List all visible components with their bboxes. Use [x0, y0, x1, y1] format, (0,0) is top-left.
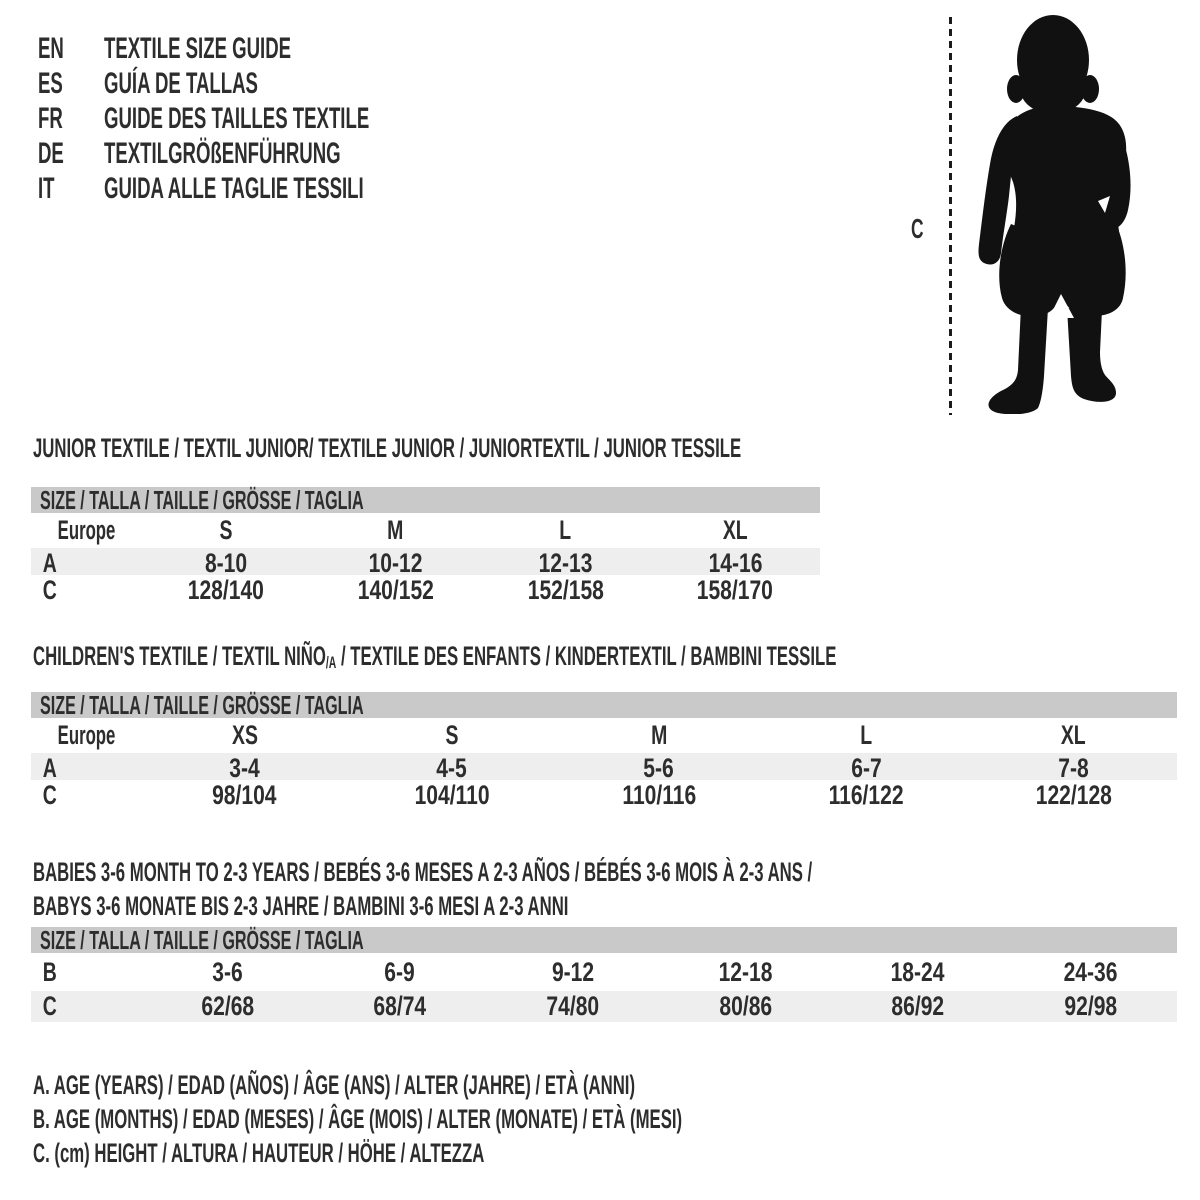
title-subscript: /A — [325, 653, 337, 672]
lang-row-en — [38, 31, 532, 66]
row-label-cell: C — [42, 991, 57, 1021]
language-title-list — [38, 31, 532, 206]
lang-code: FR — [38, 101, 63, 135]
legend-line-a: A. AGE (YEARS) / EDAD (AÑOS) / ÂGE (ANS) / ALTER (JAHRE) / ETÀ (ANNI) — [33, 1070, 636, 1100]
value-cell: 122/128 — [1035, 780, 1112, 810]
size-header-bar: SIZE / TALLA / TAILLE / GRÖSSE / TAGLIA — [31, 692, 1177, 718]
row-label-cell: A — [42, 753, 57, 783]
value-cell: 104/110 — [414, 780, 490, 810]
size-cell: XL — [1060, 720, 1086, 750]
size-header-bar: SIZE / TALLA / TAILLE / GRÖSSE / TAGLIA — [31, 927, 1177, 953]
value-cell: 9-12 — [551, 956, 594, 987]
value-cell: 4-5 — [436, 753, 468, 783]
size-cell: S — [445, 720, 459, 750]
value-cell: 7-8 — [1058, 753, 1089, 783]
size-cell: XL — [722, 515, 748, 545]
value-cell: 110/116 — [622, 780, 696, 810]
table-row-height — [31, 991, 1177, 1022]
value-cell: 6-9 — [384, 956, 416, 987]
value-cell: 12-18 — [718, 956, 773, 987]
value-cell: 68/74 — [373, 991, 427, 1021]
lang-row-it — [38, 171, 532, 206]
row-label-cell: A — [42, 548, 57, 578]
lang-row-es — [38, 66, 532, 101]
value-cell: 140/152 — [357, 575, 434, 605]
value-cell: 80/86 — [718, 991, 772, 1021]
toddler-silhouette-icon — [963, 12, 1141, 414]
region-label-cell: Europe — [57, 515, 116, 545]
children-section-title: CHILDREN'S TEXTILE / TEXTIL NIÑO/A / TEXTILE DES ENFANTS / KINDERTEXTIL / BAMBINI TESSILE — [33, 641, 837, 672]
table-row-age — [31, 548, 820, 578]
row-label-cell: C — [42, 780, 57, 810]
value-cell: 24-36 — [1063, 956, 1118, 987]
region-label-cell: Europe — [57, 720, 116, 750]
lang-code: EN — [38, 31, 64, 65]
table-row-sizes — [31, 718, 1177, 753]
junior-size-table — [31, 487, 820, 606]
table-row-sizes — [31, 513, 820, 548]
legend-line-c: C. (cm) HEIGHT / ALTURA / HAUTEUR / HÖHE / ALTEZZA — [33, 1138, 485, 1168]
row-label-cell: C — [42, 575, 57, 605]
lang-title: TEXTILE SIZE GUIDE — [104, 31, 292, 65]
value-cell: 74/80 — [546, 991, 600, 1021]
table-row-height — [31, 780, 1177, 811]
lang-code: ES — [38, 66, 63, 100]
babies-size-table — [31, 927, 1177, 1022]
value-cell: 5-6 — [643, 753, 675, 783]
value-cell: 8-10 — [204, 548, 247, 578]
size-cell: S — [219, 515, 233, 545]
value-cell: 158/170 — [697, 575, 774, 605]
value-cell: 152/158 — [527, 575, 604, 605]
table-row-months — [31, 953, 1177, 991]
value-cell: 116/122 — [828, 780, 904, 810]
value-cell: 98/104 — [212, 780, 277, 810]
lang-code: IT — [38, 171, 55, 205]
size-cell: M — [650, 720, 668, 750]
value-cell: 3-6 — [212, 956, 243, 987]
size-cell: XS — [231, 720, 258, 750]
legend — [33, 1068, 1080, 1170]
value-cell: 18-24 — [891, 956, 945, 987]
value-cell: 128/140 — [187, 575, 264, 605]
row-label-cell: B — [42, 956, 57, 987]
value-cell: 3-4 — [229, 753, 260, 783]
lang-title: GUÍA DE TALLAS — [104, 66, 258, 100]
lang-title: GUIDE DES TAILLES TEXTILE — [104, 101, 370, 135]
value-cell: 14-16 — [708, 548, 763, 578]
value-cell: 6-7 — [850, 753, 882, 783]
height-measure-line — [949, 17, 952, 415]
table-row-age — [31, 753, 1177, 783]
size-cell: M — [387, 515, 404, 545]
junior-section-title: JUNIOR TEXTILE / TEXTIL JUNIOR/ TEXTILE JUNIOR / JUNIORTEXTIL / JUNIOR TESSILE — [33, 433, 742, 463]
value-cell: 86/92 — [891, 991, 945, 1021]
table-row-height — [31, 575, 820, 606]
babies-section-title: BABIES 3-6 MONTH TO 2-3 YEARS / BEBÉS 3-6 MESES A 2-3 AÑOS / BÉBÉS 3-6 MOIS À 2-3 ANS / BABYS 3-6 MONATE BIS 2-3 JAHRE / BAMBINI 3-6 MESI A 2-3 ANNI — [33, 857, 813, 921]
size-cell: L — [559, 515, 572, 545]
legend-line-b: B. AGE (MONTHS) / EDAD (MESES) / ÂGE (MOIS) / ALTER (MONATE) / ETÀ (MESI) — [33, 1104, 683, 1134]
size-cell: L — [860, 720, 873, 750]
lang-title: GUIDA ALLE TAGLIE TESSILI — [104, 171, 364, 205]
size-header-bar: SIZE / TALLA / TAILLE / GRÖSSE / TAGLIA — [31, 487, 820, 513]
lang-code: DE — [38, 136, 64, 170]
value-cell: 10-12 — [368, 548, 423, 578]
value-cell: 92/98 — [1064, 991, 1118, 1021]
lang-row-fr — [38, 101, 532, 136]
value-cell: 12-13 — [538, 548, 593, 578]
value-cell: 62/68 — [200, 991, 254, 1021]
lang-row-de — [38, 136, 532, 171]
lang-title: TEXTILGRÖßENFÜHRUNG — [104, 136, 341, 170]
children-size-table — [31, 692, 1177, 811]
height-measure-label: C — [911, 213, 924, 244]
